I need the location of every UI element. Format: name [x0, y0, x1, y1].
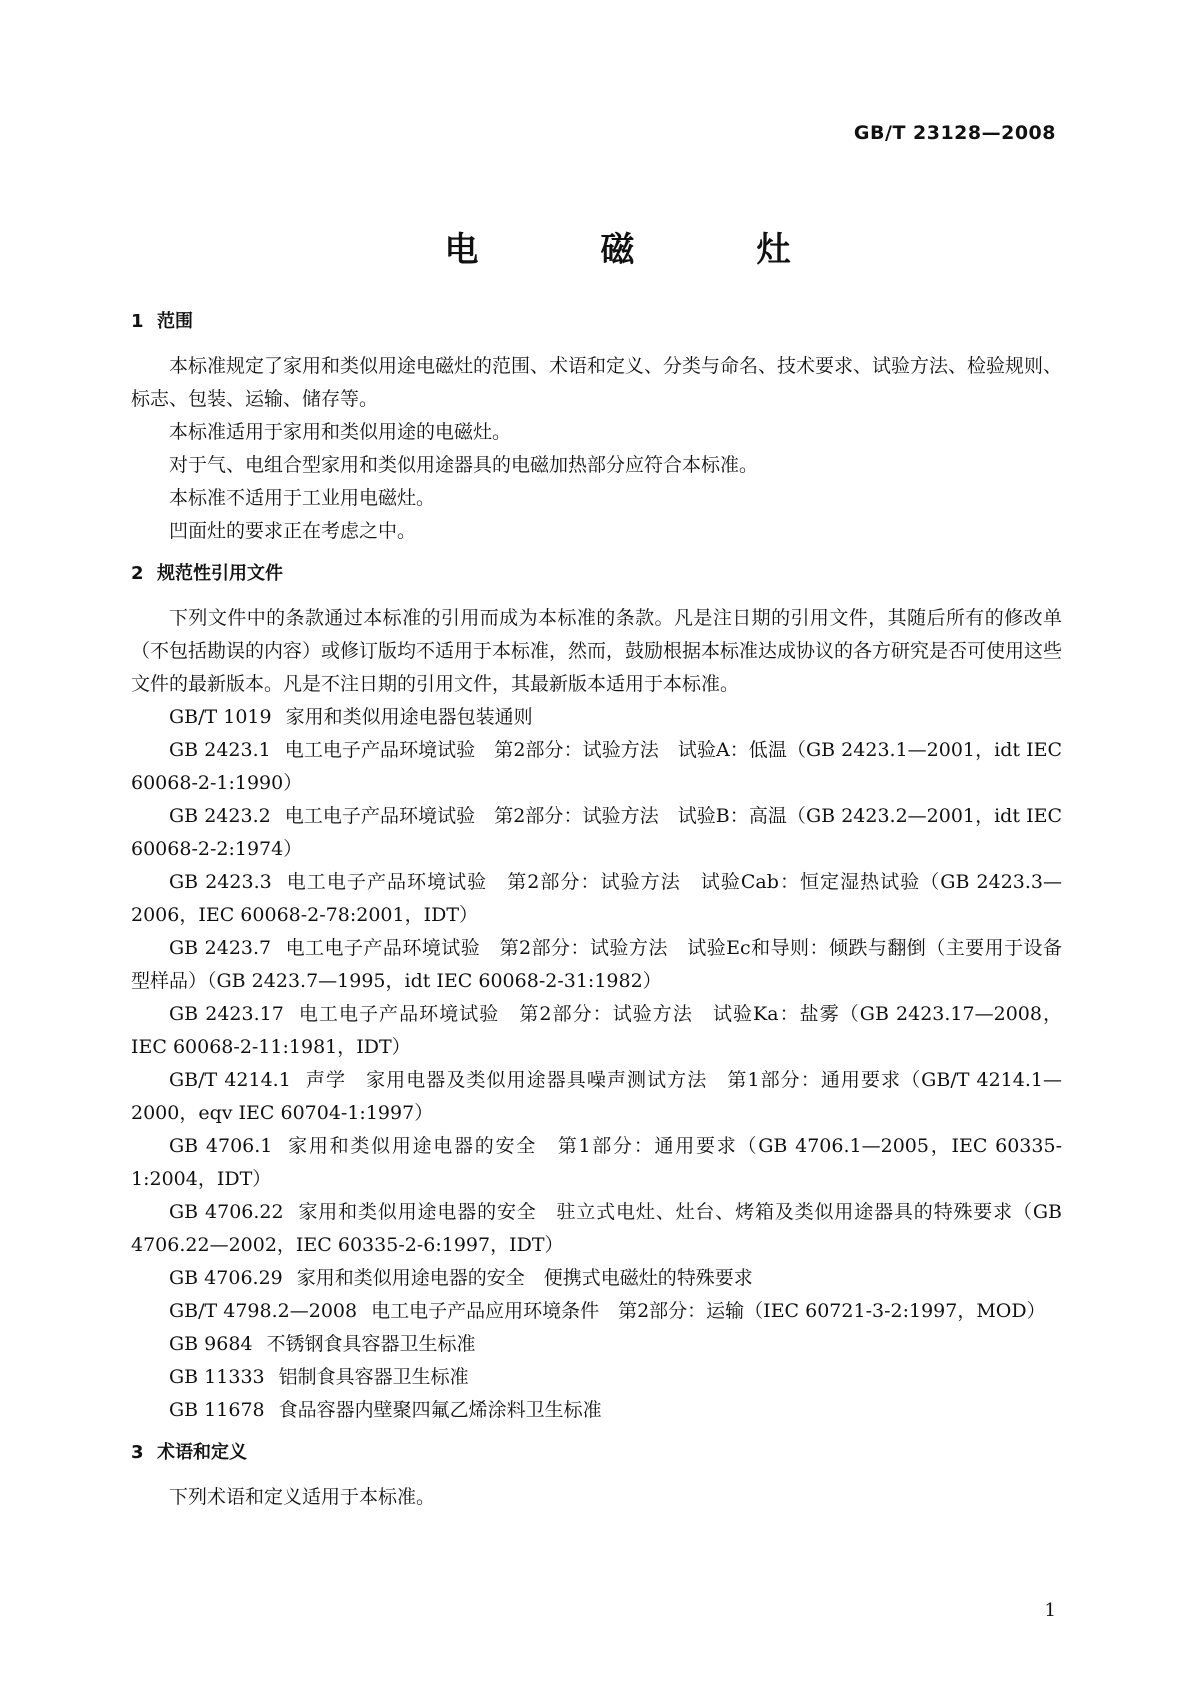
reference-list	[131, 701, 1062, 1427]
reference-code: GB/T 4214.1	[169, 1069, 291, 1091]
reference-item	[131, 1361, 1062, 1394]
reference-title: 家用和类似用途电器的安全 第1部分：通用要求（GB 4706.1—2005，IEC 60335-1:2004，IDT）	[131, 1135, 1062, 1190]
reference-title: 不锈钢食具容器卫生标准	[266, 1333, 476, 1355]
reference-item	[131, 1262, 1062, 1295]
reference-code: GB 2423.17	[169, 1003, 284, 1025]
reference-title: 电工电子产品环境试验 第2部分：试验方法 试验A：低温（GB 2423.1—2001，idt IEC 60068-2-1:1990）	[131, 739, 1062, 794]
reference-item	[131, 1130, 1062, 1196]
reference-title: 铝制食具容器卫生标准	[278, 1366, 469, 1388]
reference-item	[131, 998, 1062, 1064]
reference-item	[131, 1394, 1062, 1427]
reference-code: GB 2423.7	[169, 937, 272, 959]
reference-title: 食品容器内壁聚四氟乙烯涂料卫生标准	[278, 1399, 602, 1421]
reference-item	[131, 1064, 1062, 1130]
reference-title: 电工电子产品环境试验 第2部分：试验方法 试验Ka：盐雾（GB 2423.17—2008，IEC 60068-2-11:1981，IDT）	[131, 1003, 1063, 1058]
reference-code: GB 2423.2	[169, 805, 271, 827]
standard-code: GB/T 23128—2008	[853, 122, 1056, 144]
reference-code: GB 4706.1	[169, 1135, 273, 1157]
document-title: 电 磁 灶	[444, 230, 835, 270]
reference-item	[131, 866, 1062, 932]
reference-title: 家用和类似用途电器的安全 便携式电磁灶的特殊要求	[296, 1267, 753, 1289]
reference-code: GB 4706.29	[169, 1267, 283, 1289]
reference-title: 家用和类似用途电器的安全 驻立式电灶、灶台、烤箱及类似用途器具的特殊要求（GB 4706.22—2002，IEC 60335-2-6:1997，IDT）	[131, 1201, 1062, 1256]
reference-title: 电工电子产品环境试验 第2部分：试验方法 试验Ec和导则：倾跌与翻倒（主要用于设备型样品）（GB 2423.7—1995，idt IEC 60068-2-31:1982）	[131, 937, 1062, 992]
terms-paragraph: 下列术语和定义适用于本标准。	[169, 1486, 436, 1508]
scope-paragraph: 本标准不适用于工业用电磁灶。	[169, 487, 436, 509]
section-heading-terms-definitions	[131, 1436, 1062, 1469]
references-intro: 下列文件中的条款通过本标准的引用而成为本标准的条款。凡是注日期的引用文件，其随后所有的修改单（不包括勘误的内容）或修订版均不适用于本标准，然而，鼓励根据本标准达成协议的各方研究是否可使用这些文件的最新版本。凡是不注日期的引用文件，其最新版本适用于本标准。	[131, 607, 1063, 695]
reference-code: GB/T 4798.2—2008	[169, 1300, 358, 1322]
section-title: 术语和定义	[157, 1442, 247, 1463]
scope-paragraph: 本标准规定了家用和类似用途电磁灶的范围、术语和定义、分类与命名、技术要求、试验方法、检验规则、标志、包装、运输、储存等。	[131, 355, 1063, 410]
document-body	[131, 305, 1062, 1514]
reference-code: GB 11333	[169, 1366, 265, 1388]
reference-item	[131, 800, 1062, 866]
scope-paragraph: 对于气、电组合型家用和类似用途器具的电磁加热部分应符合本标准。	[169, 454, 759, 476]
section-title: 规范性引用文件	[157, 563, 283, 584]
section-title: 范围	[157, 311, 193, 332]
reference-code: GB 9684	[169, 1333, 253, 1355]
reference-title: 家用和类似用途电器包装通则	[285, 706, 533, 728]
page-number: 1	[1044, 1600, 1056, 1621]
reference-item	[131, 1328, 1062, 1361]
reference-title: 电工电子产品应用环境条件 第2部分：运输（IEC 60721-3-2:1997，MOD）	[371, 1300, 1046, 1322]
reference-code: GB 11678	[169, 1399, 265, 1421]
reference-item	[131, 734, 1062, 800]
scope-paragraph: 凹面灶的要求正在考虑之中。	[169, 520, 417, 542]
reference-code: GB 2423.1	[169, 739, 271, 761]
reference-code: GB/T 1019	[169, 706, 272, 728]
reference-item	[131, 932, 1062, 998]
section-number: 3	[131, 1442, 144, 1463]
reference-item	[131, 1196, 1062, 1262]
section-number: 1	[131, 311, 144, 332]
section-heading-scope	[131, 305, 1062, 338]
section-heading-normative-references	[131, 557, 1062, 590]
reference-title: 声学 家用电器及类似用途器具噪声测试方法 第1部分：通用要求（GB/T 4214.1—2000，eqv IEC 60704-1:1997）	[131, 1069, 1062, 1124]
reference-code: GB 4706.22	[169, 1201, 284, 1223]
reference-code: GB 2423.3	[169, 871, 272, 893]
reference-title: 电工电子产品环境试验 第2部分：试验方法 试验Cab：恒定湿热试验（GB 2423.3—2006，IEC 60068-2-78:2001，IDT）	[131, 871, 1063, 926]
reference-title: 电工电子产品环境试验 第2部分：试验方法 试验B：高温（GB 2423.2—2001，idt IEC 60068-2-2:1974）	[131, 805, 1062, 860]
section-number: 2	[131, 563, 144, 584]
reference-item	[131, 1295, 1062, 1328]
reference-item	[131, 701, 1062, 734]
scope-paragraph: 本标准适用于家用和类似用途的电磁灶。	[169, 421, 512, 443]
